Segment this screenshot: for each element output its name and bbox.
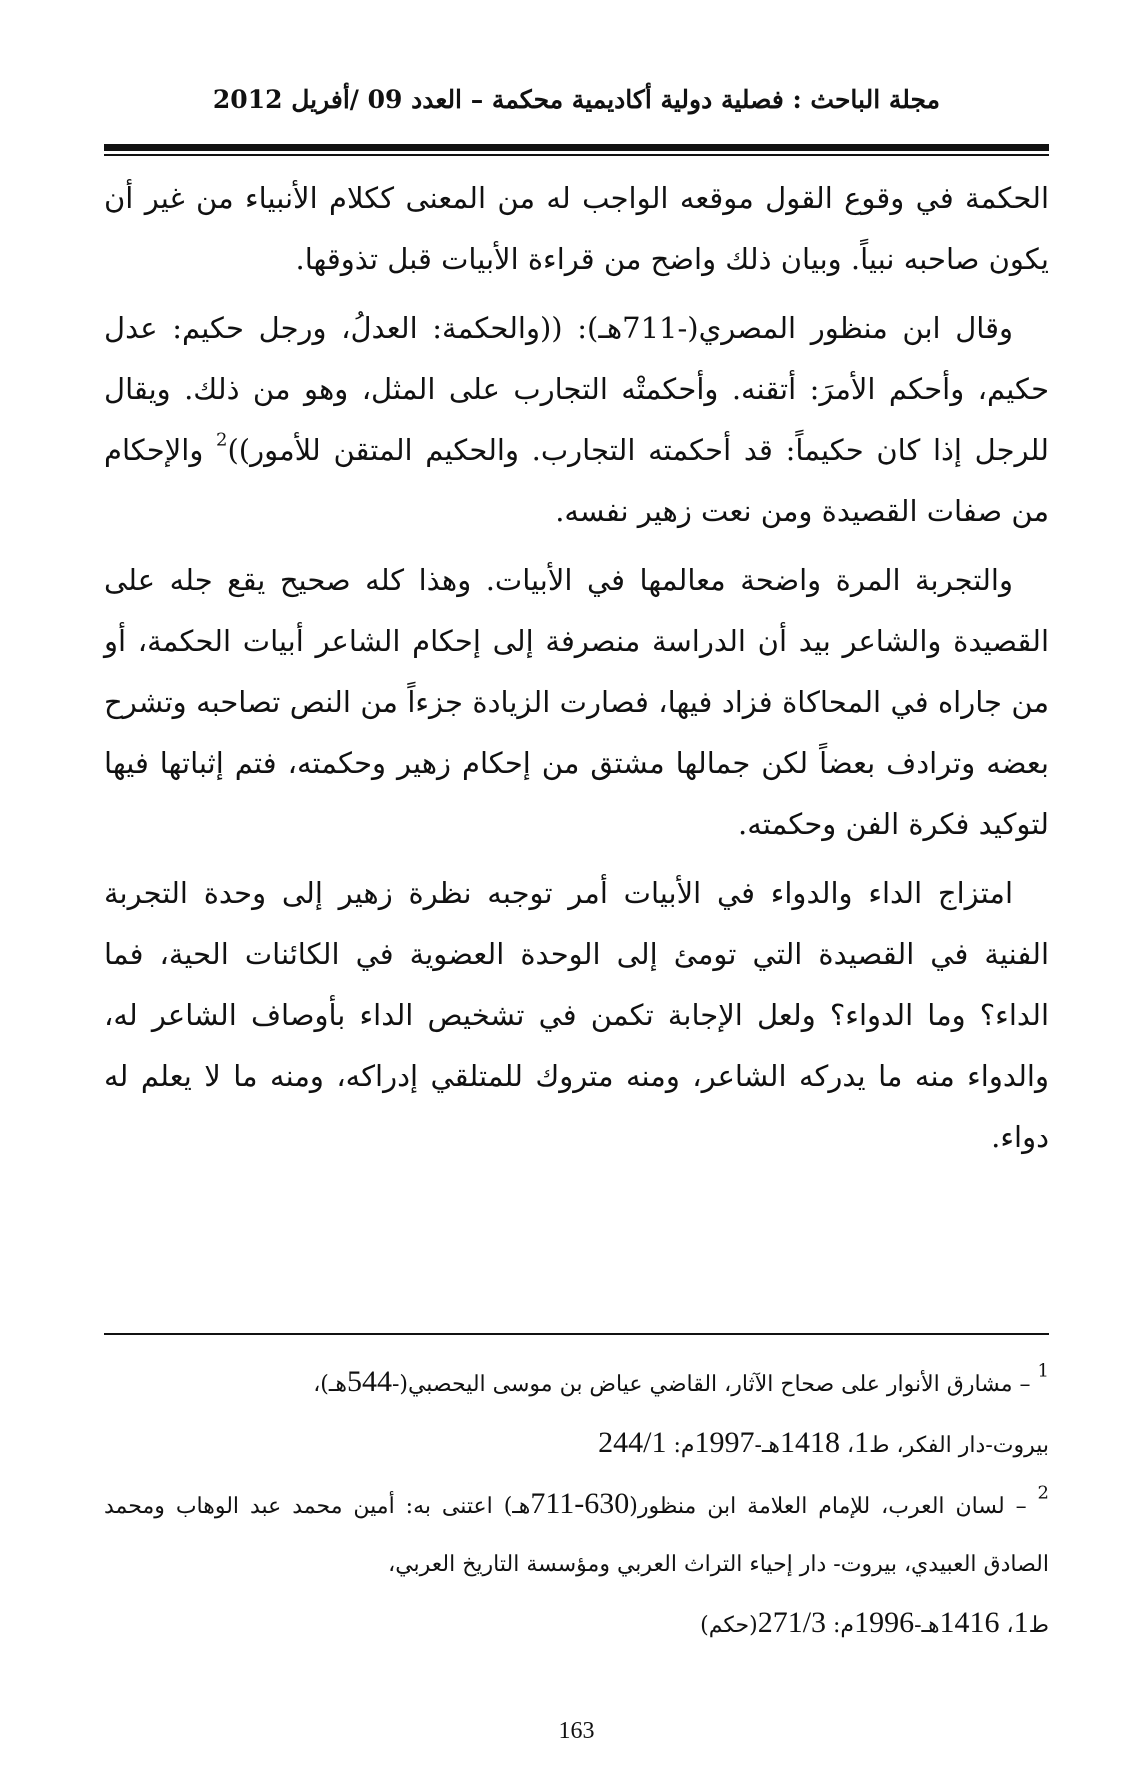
journal-header xyxy=(104,78,1049,128)
paragraph-4-text: امتزاج الداء والدواء في الأبيات أمر توجبه نظرة زهير إلى وحدة التجربة الفنية في القصيدة التي تومئ إلى الوحدة العضوية في الكائنات الحية، فما الداء؟ وما الدواء؟ ولعل الإجابة تكمن في تشخيص الداء بأوصاف الشاعر له، والدواء منه ما يدركه الشاعر، ومنه متروك للمتلقي إدراكه، ومنه ما لا يعلم له دواء. xyxy=(104,876,1049,1154)
page-number: 163 xyxy=(558,1718,595,1744)
footnote-2-entry: (حكم) xyxy=(700,1613,758,1638)
footnote-2-text: – لسان العرب، للإمام العلامة ابن منظور( xyxy=(629,1494,1038,1519)
footnote-separator xyxy=(104,1333,1049,1335)
paragraph-2-continuation: والإحكام من صفات القصيدة ومن نعت زهير نفسه. xyxy=(104,433,1049,528)
header-rule-thick xyxy=(104,144,1049,151)
footnotes xyxy=(104,1353,1049,1655)
journal-title: مجلة الباحث : فصلية دولية أكاديمية محكمة – العدد 09 /أفريل 2012 xyxy=(212,85,941,114)
footnote-1-publisher: بيروت-دار الفكر، ط xyxy=(869,1433,1049,1458)
footnote-2-greg-year: 1996 xyxy=(854,1606,915,1639)
paragraph-2-text: وقال ابن منظور المصري(-711هـ): ((والحكمة: العدلُ، ورجل حكيم: عدل حكيم، وأحكم الأمرَ: أتقنه. وأحكمتْه التجارب على المثل، وهو من ذلك. ويقال للرجل إذا كان حكيماً: قد أحكمته التجارب. والحكيم المتقن للأمور)) xyxy=(104,311,1049,467)
footnote-1-greg-year: 1997 xyxy=(694,1426,755,1459)
paragraph-4 xyxy=(104,863,1049,1168)
footnote-1-hijri-year: 1418 xyxy=(780,1426,841,1459)
body-text xyxy=(104,168,1049,1168)
header-rule-thin xyxy=(104,154,1049,156)
footnote-1 xyxy=(104,1353,1049,1475)
footnote-2-text-end: هـ) اعتنى به: أمين محمد عبد الوهاب ومحمد الصادق العبيدي، بيروت- دار إحياء التراث العربي ومؤسسة التاريخ العربي، xyxy=(104,1494,1049,1577)
footnote-2-years: 630-711 xyxy=(530,1487,630,1520)
footnote-2-edition-label: ط xyxy=(1028,1613,1049,1638)
footnote-1-death-year: 544 xyxy=(346,1365,392,1398)
paragraph-3-text: والتجربة المرة واضحة معالمها في الأبيات. وهذا كله صحيح يقع جله على القصيدة والشاعر بيد أن الدراسة منصرفة إلى إحكام الشاعر أبيات الحكمة، أو من جاراه في المحاكاة فزاد فيها، فصارت الزيادة جزءاً من النص تصاحبه وتشرح بعضه وترادف بعضاً لكن جمالها مشتق من إحكام زهير وحكمته، فتم إثباتها فيها لتوكيد فكرة الفن وحكمته. xyxy=(104,563,1049,841)
footnote-2-sep2: هـ- xyxy=(914,1613,940,1638)
footnote-1-sep: ، xyxy=(840,1433,855,1458)
paragraph-3 xyxy=(104,550,1049,855)
paragraph-1-text: الحكمة في وقوع القول موقعه الواجب له من المعنى ككلام الأنبياء من غير أن يكون صاحبه نبياً. وبيان ذلك واضح من قراءة الأبيات قبل تذوقها. xyxy=(104,181,1049,276)
page xyxy=(104,78,1049,1748)
footnote-2-edition: 1 xyxy=(1013,1606,1029,1639)
footnote-1-number: 1 xyxy=(1037,1360,1049,1382)
footnote-2-number: 2 xyxy=(1037,1482,1049,1504)
footnote-2-hijri-year: 1416 xyxy=(939,1606,1000,1639)
footnote-1-text-end: هـ)، xyxy=(313,1372,347,1397)
footnote-ref-2: 2 xyxy=(216,429,228,451)
footnote-1-edition: 1 xyxy=(854,1426,870,1459)
footnote-1-text: – مشارق الأنوار على صحاح الآثار، القاضي عياض بن موسى اليحصبي(- xyxy=(391,1372,1038,1397)
footnote-2-sep3: م: xyxy=(826,1613,855,1638)
footnote-1-sep2: هـ- xyxy=(754,1433,781,1458)
footnote-2 xyxy=(104,1475,1049,1655)
paragraph-1 xyxy=(104,168,1049,290)
footnote-2-page: 271/3 xyxy=(757,1606,827,1639)
footnote-1-sep3: م: xyxy=(666,1433,695,1458)
footnote-1-page: 244/1 xyxy=(598,1426,667,1459)
footnote-2-sep: ، xyxy=(999,1613,1014,1638)
paragraph-2 xyxy=(104,298,1049,542)
